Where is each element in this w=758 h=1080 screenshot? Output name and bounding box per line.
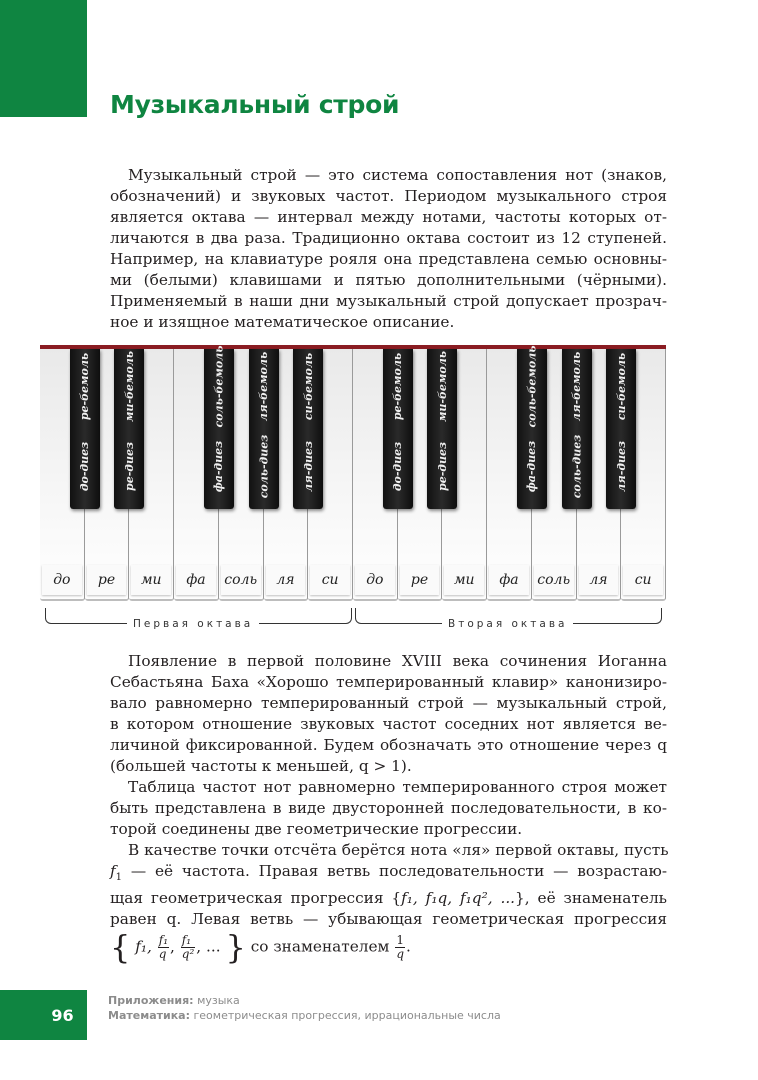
black-key-flat-label [383, 349, 413, 424]
black-key-flat-text: соль-бемоль [212, 345, 226, 428]
white-key-label: фа [176, 565, 216, 595]
black-key-flat-label [517, 345, 547, 428]
line-text: со знаменателем [250, 937, 395, 956]
black-key [606, 349, 636, 509]
text-line [110, 861, 667, 888]
black-key-flat-text: ми-бемоль [435, 350, 449, 423]
black-key-sharp-text: до-диез [391, 441, 405, 491]
text-line: в котором отношение звуковых частот соседних нот является ве- [110, 715, 667, 733]
math-term: f₁, [135, 937, 152, 956]
black-key [114, 349, 144, 509]
text-line: торой соединены две геометрические прогрессии. [110, 820, 523, 838]
black-key-sharp-label [517, 427, 547, 505]
text-line: равен q. Левая ветвь — убывающая геометрическая прогрессия [110, 910, 667, 929]
math-term: , ... [196, 937, 221, 956]
black-key-flat-text: ре-бемоль [78, 352, 92, 421]
black-key-sharp-label [562, 427, 592, 505]
black-key [517, 345, 547, 509]
line-text: щая геометрическая прогрессия { [110, 889, 402, 908]
text-line: является октава — интервал между нотами, частоты которых от- [110, 208, 667, 226]
black-key-sharp-text: ре-диез [122, 441, 136, 491]
text-line: Появление в первой половине XVIII века сочинения Иоганна [128, 652, 667, 670]
text-line: Себастьяна Баха «Хорошо темперированный клавир» канонизиро- [110, 673, 667, 691]
fraction-denominator: q [158, 947, 167, 962]
text-line: быть представлена в виде двусторонней последовательности, в ко- [110, 799, 667, 817]
black-key-flat-text: ми-бемоль [122, 350, 136, 423]
fraction [395, 934, 405, 961]
black-key-flat-text: си-бемоль [301, 352, 315, 421]
octave-label-first: Первая октава [127, 618, 259, 630]
line-text: — её частота. Правая ветвь последовательности — возрастаю- [122, 862, 667, 880]
black-key-sharp-text: соль-диез [257, 434, 271, 498]
white-key-label: ми [444, 565, 484, 595]
black-key-sharp-text: ре-диез [435, 441, 449, 491]
black-key-sharp-label [606, 427, 636, 505]
page-title: Музыкальный строй [110, 90, 400, 119]
fraction [181, 934, 196, 961]
text-line: Музыкальный строй — это система сопоставления нот (знаков, [128, 166, 667, 184]
black-key-sharp-label [293, 427, 323, 505]
white-key-label: ре [87, 565, 127, 595]
white-key-label: соль [534, 565, 574, 595]
white-key-label: до [355, 565, 395, 595]
text-line: ное и изящное математическое описание. [110, 313, 455, 331]
black-key-flat-label [606, 349, 636, 424]
black-key-flat-label [293, 349, 323, 424]
black-key-flat-label [562, 349, 592, 424]
black-key-sharp-text: до-диез [78, 441, 92, 491]
black-key [562, 349, 592, 509]
fraction-numerator: 1 [396, 933, 404, 948]
black-key-sharp-text: ля-диез [301, 440, 315, 492]
footer-line [108, 993, 501, 1008]
black-key-sharp-text: ля-диез [614, 440, 628, 492]
math-expression: f₁, f₁q, f₁q², ... [401, 889, 516, 908]
black-key-flat-label [204, 345, 234, 428]
footer-label: Приложения: [108, 994, 194, 1007]
line-text: }, её знаменатель [515, 889, 667, 908]
fraction [158, 934, 169, 961]
black-key [383, 349, 413, 509]
white-key-label: фа [489, 565, 529, 595]
bach-paragraph [110, 651, 667, 777]
footer-label: Математика: [108, 1009, 190, 1022]
left-brace-symbol: { [110, 928, 131, 967]
math-symbol: f [110, 862, 116, 880]
black-key-flat-label [249, 349, 279, 424]
text-line: вало равномерно темперированный строй — музыкальный строй, [110, 694, 667, 712]
black-key-sharp-label [204, 427, 234, 505]
black-key-flat-text: ре-бемоль [391, 352, 405, 421]
black-key-flat-label [427, 349, 457, 424]
fraction-numerator: f₁ [158, 933, 169, 948]
black-key-flat-text: соль-бемоль [525, 345, 539, 428]
formula-line: { f₁, $\frac{\text{f₁}}{q}$ , $\frac{\text{f₁}}{\text{q²}}$ , ... } со знаменателем $\frac{1}{q}$ . [110, 928, 411, 967]
white-key-label: ми [131, 565, 171, 595]
black-key-flat-text: ля-бемоль [570, 351, 584, 422]
black-key-sharp-text: соль-диез [570, 434, 584, 498]
white-key-label: до [42, 565, 82, 595]
text-line: ми (белыми) клавишами и пятью дополнительными (чёрными). [110, 271, 667, 289]
text-line: обозначений) и звуковых частот. Периодом музыкального строя [110, 187, 667, 205]
white-key-label: ля [266, 565, 306, 595]
right-brace-symbol: } [225, 928, 246, 967]
black-key [249, 349, 279, 509]
footer-value: музыка [193, 994, 240, 1007]
footer-value: геометрическая прогрессия, иррациональные числа [190, 1009, 501, 1022]
footer-line [108, 1008, 501, 1023]
text-line: Таблица частот нот равномерно темперированного строя может [128, 778, 667, 796]
white-key-label: ре [400, 565, 440, 595]
piano-keyboard-illustration [40, 345, 666, 605]
white-key-label: ля [579, 565, 619, 595]
fraction-denominator: q² [181, 947, 195, 962]
black-key-flat-text: ля-бемоль [257, 351, 271, 422]
black-key-sharp-label [249, 427, 279, 505]
corner-decoration [0, 0, 87, 117]
black-key-flat-label [114, 349, 144, 424]
text-line: (большей частоты к меньшей, q > 1). [110, 757, 412, 775]
black-key-flat-label [70, 349, 100, 424]
black-key [427, 349, 457, 509]
black-key-sharp-text: фа-диез [525, 440, 539, 492]
black-key-sharp-text: фа-диез [212, 440, 226, 492]
black-key [70, 349, 100, 509]
math-subscript: 1 [115, 872, 123, 884]
text-line: личиной фиксированной. Будем обозначать это отношение через q [110, 736, 667, 754]
black-key-sharp-label [383, 427, 413, 505]
black-key [293, 349, 323, 509]
text-line: Применяемый в наши дни музыкальный строй допускает прозрач- [110, 292, 667, 310]
text-line: Например, на клавиатуре рояля она представлена семью основны- [110, 250, 667, 268]
white-key-label: соль [221, 565, 261, 595]
black-key-sharp-label [70, 427, 100, 505]
text-line: личаются в два раза. Традиционно октава состоит из 12 ступеней. [110, 229, 667, 247]
black-key-sharp-label [114, 427, 144, 505]
white-key-label: си [623, 565, 663, 595]
table-paragraph [110, 777, 667, 840]
fraction-denominator: q [396, 947, 405, 962]
octave-label-second: Вторая октава [442, 618, 573, 630]
line-text: . [406, 937, 411, 956]
white-key-label: си [310, 565, 350, 595]
black-key [204, 345, 234, 509]
page-number: 96 [0, 990, 87, 1040]
fraction-numerator: f₁ [181, 934, 196, 948]
intro-paragraph [110, 165, 667, 333]
black-key-flat-text: си-бемоль [614, 352, 628, 421]
black-key-sharp-label [427, 427, 457, 505]
text-line [110, 888, 667, 909]
footer-topics [108, 993, 501, 1023]
progression-paragraph [110, 840, 669, 967]
text-line: В качестве точки отсчёта берётся нота «ля» первой октавы, пусть [128, 841, 669, 859]
